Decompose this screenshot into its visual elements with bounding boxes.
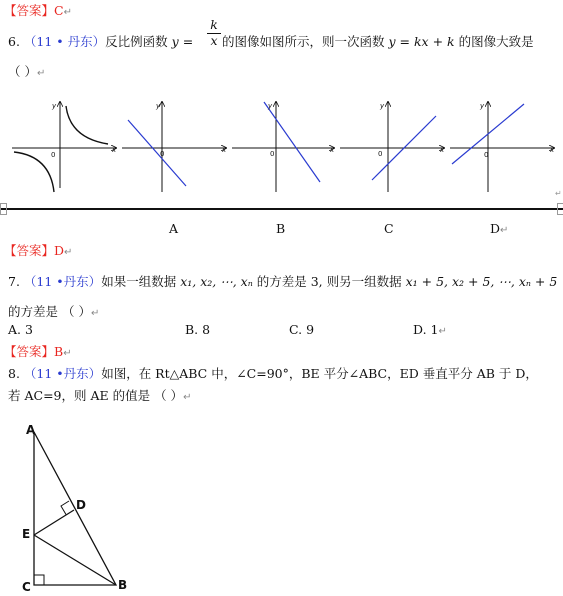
label-b: B: [118, 578, 128, 592]
graph-option-a: [122, 102, 226, 192]
return-mark: ↵: [555, 189, 562, 198]
q7-choice-a: A. 3: [8, 322, 33, 337]
q7-choice-b: B. 8: [185, 322, 211, 337]
origin-label: 0: [270, 150, 275, 158]
graph-hyperbola: [12, 102, 116, 192]
answer-blank: （ ）: [62, 304, 91, 319]
question-source: （11 •丹东）: [23, 366, 102, 381]
x-axis-label: x: [550, 146, 555, 154]
y-axis-label: y: [380, 102, 385, 110]
option-label-d: [490, 221, 508, 236]
q8-stem: [8, 364, 538, 382]
hyperbola-branch-1: [66, 106, 108, 144]
q7-stem: [8, 272, 557, 290]
origin-label: 0: [484, 151, 489, 159]
data-set-b: x₁ + 5, x₂ + 5, ⋯, xₙ + 5: [405, 274, 558, 289]
return-mark: ↵: [90, 308, 100, 319]
return-mark: ↵: [183, 392, 192, 403]
q7-choice-d: [413, 322, 447, 337]
x-axis-label: x: [112, 146, 117, 154]
return-mark: ↵: [438, 326, 447, 337]
divider-handle-left: [0, 203, 7, 215]
graph-option-d: [450, 102, 554, 192]
label-c: C: [22, 580, 31, 594]
question-number: 6.: [8, 34, 20, 49]
answer-blank: （ ）: [8, 64, 37, 79]
q5-answer-line: [4, 1, 72, 19]
right-angle-c: [34, 575, 44, 585]
q7-choice-c: C. 9: [289, 322, 315, 337]
right-angle-d: [61, 501, 69, 515]
page-divider: [0, 208, 563, 210]
q7-choice-d-text: D. 1: [413, 322, 439, 337]
hyperbola-branch-2: [14, 152, 54, 192]
question-text: 如图，在 Rt△ABC 中，∠C=90°，BE 平分∠ABC，ED 垂直平分 AB 于 D，: [101, 366, 538, 381]
q6-answer-line: [4, 241, 72, 259]
segment-ed: [34, 510, 74, 535]
question-number: 7.: [8, 274, 20, 289]
q6-graphs: [0, 88, 563, 198]
answer-value: B: [54, 344, 64, 359]
question-source: （11 •丹东）: [23, 274, 102, 289]
question-text: 的图像大致是: [458, 34, 534, 49]
option-label-c: C: [384, 221, 394, 236]
answer-tag: 【答案】: [4, 3, 55, 18]
x-axis-label: x: [440, 146, 445, 154]
q6-stem: [8, 32, 193, 50]
x-axis-label: x: [330, 146, 335, 154]
q6-blank: [8, 62, 45, 80]
q7-stem-line2: [8, 302, 99, 320]
line-graph: [128, 120, 186, 186]
divider-handle-right: [557, 203, 563, 215]
y-axis-label: y: [480, 102, 485, 110]
y-axis-label: y: [268, 102, 273, 110]
graph-option-b: [232, 102, 334, 192]
triangle-abc: [34, 432, 116, 585]
origin-label: 0: [160, 150, 165, 158]
formula-lhs: y =: [171, 34, 194, 49]
answer-tag: 【答案】: [4, 243, 55, 258]
return-mark: ↵: [64, 247, 73, 258]
question-text: 的方差是 3, 则另一组数据: [256, 274, 402, 289]
q8-stem-line2: [8, 386, 191, 404]
return-mark: ↵: [63, 7, 72, 18]
label-d: D: [76, 498, 86, 512]
option-label-d-text: D: [490, 221, 501, 236]
answer-value: D: [54, 243, 65, 258]
question-text: 的图像如图所示，则一次函数: [222, 34, 385, 49]
answer-blank: （ ）: [154, 388, 184, 403]
q6-stem-rest: [222, 32, 534, 50]
origin-label: 0: [378, 150, 383, 158]
y-axis-label: y: [52, 102, 57, 110]
option-label-a: A: [169, 221, 179, 236]
return-mark: ↵: [63, 348, 72, 359]
label-e: E: [22, 527, 31, 541]
line-graph: [264, 102, 320, 182]
label-a: A: [26, 423, 36, 437]
return-mark: ↵: [36, 68, 46, 79]
fraction-numerator: k: [210, 17, 218, 32]
graph-option-c: [340, 102, 444, 192]
answer-value: C: [54, 3, 64, 18]
triangle-figure: [0, 415, 160, 596]
question-source: （11 • 丹东）: [23, 34, 106, 49]
q6-fraction: [207, 18, 221, 48]
answer-tag: 【答案】: [4, 344, 55, 359]
formula-linear: y = kx + k: [388, 34, 455, 49]
q7-answer-line: [4, 342, 72, 360]
fraction-denominator: x: [207, 33, 221, 48]
y-axis-label: y: [156, 102, 161, 110]
question-text: 若 AC=9，则 AE 的值是: [8, 388, 151, 403]
segment-eb: [34, 535, 116, 585]
question-text: 反比例函数: [105, 34, 168, 49]
option-label-b: B: [276, 221, 286, 236]
question-text: 如果一组数据: [101, 274, 177, 289]
origin-label: 0: [51, 151, 56, 159]
question-number: 8.: [8, 366, 20, 381]
question-text: 的方差是: [8, 304, 59, 319]
return-mark: ↵: [500, 225, 509, 236]
x-axis-label: x: [222, 146, 227, 154]
data-set-a: x₁, x₂, ⋯, xₙ: [180, 274, 253, 289]
